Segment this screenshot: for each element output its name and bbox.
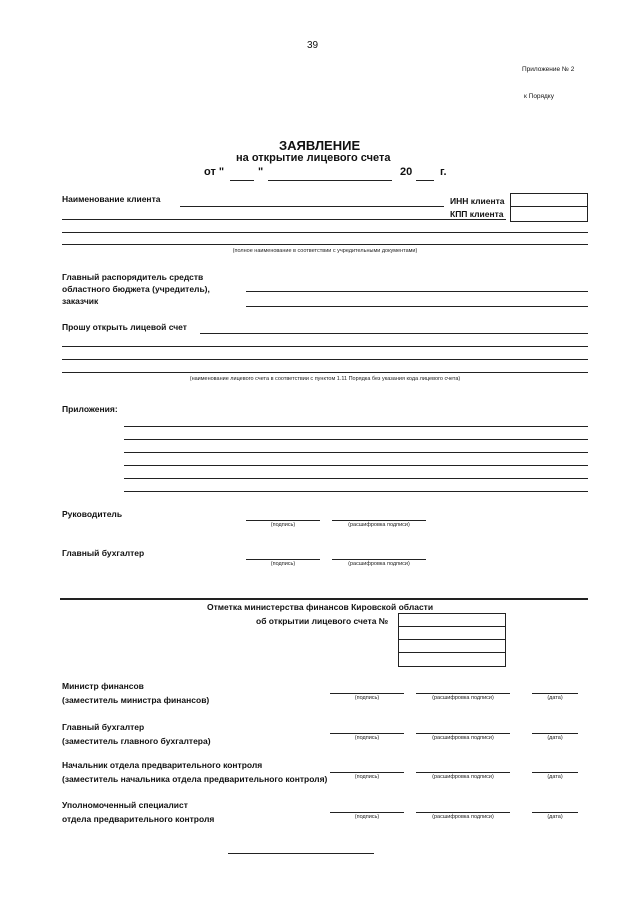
date-year-label: 20	[400, 166, 413, 178]
minister-decode-line[interactable]	[416, 693, 510, 694]
ministry-accountant-sign-line[interactable]	[330, 733, 404, 734]
accountant-sign-caption: (подпись)	[270, 561, 296, 567]
specialist-label-2: отдела предварительного контроля	[62, 814, 215, 824]
page-number: 39	[307, 40, 319, 51]
appendix-order: к Порядку	[524, 93, 554, 100]
minister-label-2: (заместитель министра финансов)	[62, 695, 210, 705]
date-quote-close: "	[258, 166, 264, 178]
attachment-line-2[interactable]	[124, 439, 588, 440]
ministry-account-label: об открытии лицевого счета №	[256, 616, 389, 626]
client-name-line-2[interactable]	[62, 219, 506, 220]
minister-decode-caption: (расшифровка подписи)	[432, 695, 494, 701]
appendix-number: Приложение № 2	[522, 66, 575, 73]
minister-date-caption: (дата)	[547, 695, 563, 701]
minister-label-1: Министр финансов	[62, 681, 144, 691]
document-subtitle: на открытие лицевого счета	[236, 152, 391, 164]
client-name-line-1[interactable]	[180, 206, 444, 207]
control-head-label-1: Начальник отдела предварительного контроля	[62, 760, 263, 770]
client-name-label: Наименование клиента	[62, 194, 161, 204]
distributor-label-2: областного бюджета (учредитель),	[62, 284, 210, 294]
inn-label: ИНН клиента	[450, 196, 505, 206]
distributor-line-1[interactable]	[246, 291, 588, 292]
ministry-accountant-label-2: (заместитель главного бухгалтера)	[62, 736, 211, 746]
control-head-sign-caption: (подпись)	[354, 774, 380, 780]
date-day-line[interactable]	[230, 180, 254, 181]
request-line-4[interactable]	[62, 372, 588, 373]
client-name-caption: (полное наименование в соответствии с учредительными документами)	[232, 248, 418, 254]
attachment-line-4[interactable]	[124, 465, 588, 466]
control-head-sign-line[interactable]	[330, 772, 404, 773]
footer-line	[228, 853, 374, 854]
minister-sign-line[interactable]	[330, 693, 404, 694]
inn-field[interactable]	[511, 194, 587, 207]
account-number-cell-1[interactable]	[399, 614, 505, 627]
specialist-sign-caption: (подпись)	[354, 814, 380, 820]
request-line-3[interactable]	[62, 359, 588, 360]
request-line-1[interactable]	[200, 333, 588, 334]
specialist-date-caption: (дата)	[547, 814, 563, 820]
head-decode-line[interactable]	[332, 520, 426, 521]
head-sign-caption: (подпись)	[270, 522, 296, 528]
ministry-divider	[60, 598, 588, 600]
request-label: Прошу открыть лицевой счет	[62, 322, 187, 332]
attachment-line-3[interactable]	[124, 452, 588, 453]
kpp-label: КПП клиента	[450, 209, 504, 219]
attachment-line-1[interactable]	[124, 426, 588, 427]
date-g-label: г.	[440, 166, 447, 178]
account-number-cell-4[interactable]	[399, 653, 505, 665]
date-year-line[interactable]	[416, 180, 434, 181]
ministry-accountant-label-1: Главный бухгалтер	[62, 722, 145, 732]
head-decode-caption: (расшифровка подписи)	[348, 522, 410, 528]
ministry-accountant-date-line[interactable]	[532, 733, 578, 734]
ministry-title: Отметка министерства финансов Кировской области	[207, 602, 434, 612]
specialist-sign-line[interactable]	[330, 812, 404, 813]
distributor-label-3: заказчик	[62, 296, 99, 306]
date-from-label: от "	[204, 166, 225, 178]
date-month-line[interactable]	[268, 180, 392, 181]
control-head-date-caption: (дата)	[547, 774, 563, 780]
head-sign-line[interactable]	[246, 520, 320, 521]
attachment-line-5[interactable]	[124, 478, 588, 479]
accountant-decode-line[interactable]	[332, 559, 426, 560]
client-name-line-3[interactable]	[62, 232, 588, 233]
accountant-decode-caption: (расшифровка подписи)	[348, 561, 410, 567]
attachment-line-6[interactable]	[124, 491, 588, 492]
ministry-accountant-decode-caption: (расшифровка подписи)	[432, 735, 494, 741]
specialist-decode-caption: (расшифровка подписи)	[432, 814, 494, 820]
ministry-accountant-date-caption: (дата)	[547, 735, 563, 741]
control-head-decode-caption: (расшифровка подписи)	[432, 774, 494, 780]
head-label: Руководитель	[62, 509, 123, 519]
control-head-decode-line[interactable]	[416, 772, 510, 773]
accountant-sign-line[interactable]	[246, 559, 320, 560]
specialist-label-1: Уполномоченный специалист	[62, 800, 188, 810]
distributor-line-2[interactable]	[246, 306, 588, 307]
control-head-label-2: (заместитель начальника отдела предварительного контроля)	[62, 774, 328, 784]
minister-sign-caption: (подпись)	[354, 695, 380, 701]
specialist-date-line[interactable]	[532, 812, 578, 813]
accountant-label: Главный бухгалтер	[62, 548, 145, 558]
kpp-field[interactable]	[511, 207, 587, 220]
attachments-label: Приложения:	[62, 404, 118, 414]
account-number-cell-3[interactable]	[399, 640, 505, 653]
inn-kpp-box	[510, 193, 588, 222]
ministry-accountant-decode-line[interactable]	[416, 733, 510, 734]
minister-date-line[interactable]	[532, 693, 578, 694]
control-head-date-line[interactable]	[532, 772, 578, 773]
request-line-2[interactable]	[62, 346, 588, 347]
account-number-box	[398, 613, 506, 667]
document-title: ЗАЯВЛЕНИЕ	[279, 138, 361, 153]
ministry-accountant-sign-caption: (подпись)	[354, 735, 380, 741]
request-caption: (наименование лицевого счета в соответствии с пунктом 1.11 Порядка без указания кода лицевого счета)	[189, 376, 461, 382]
distributor-label-1: Главный распорядитель средств	[62, 272, 204, 282]
specialist-decode-line[interactable]	[416, 812, 510, 813]
client-name-line-4[interactable]	[62, 244, 588, 245]
account-number-cell-2[interactable]	[399, 627, 505, 640]
